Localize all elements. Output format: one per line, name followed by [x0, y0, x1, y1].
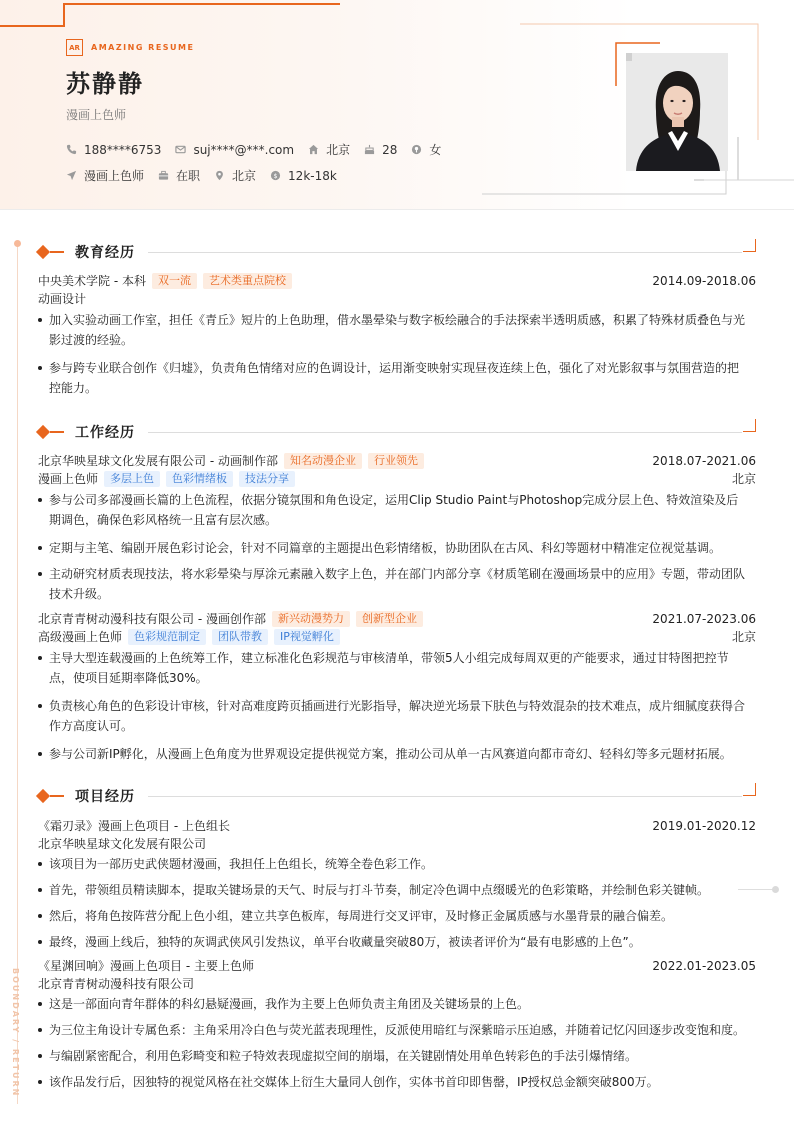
section-dash: [50, 251, 64, 253]
skill-tag: 技法分享: [239, 471, 295, 487]
education-bullet: 加入实验动画工作室，担任《青丘》短片的上色助理，借水墨晕染与数字板绘融合的手法探索半透明质感，积累了特殊材质叠色与光影过渡的经验。: [38, 310, 750, 350]
project-company: 北京青青树动漫科技有限公司: [38, 977, 195, 991]
job-bullet: 主导大型连载漫画的上色统筹工作，建立标准化色彩规范与审核清单，带领5人小组完成每周双更的产能要求，通过甘特图把控节点，使项目延期率降低30%。: [38, 648, 750, 688]
project-name: 《霜刃录》漫画上色项目 - 上色组长: [38, 819, 230, 833]
corner-mark: [743, 239, 756, 252]
side-caption: BOUNDARY / RETURN: [11, 968, 20, 1098]
education-date: 2014.09-2018.06: [652, 274, 756, 288]
section-divider: [148, 796, 742, 797]
project-bullet: 首先，带领组员精读脚本，提取关键场景的天气、时辰与打斗节奏，制定冷色调中点缀暖光的色彩策略，并绘制色彩关键帧。: [38, 880, 750, 900]
info-email: suj****@***.com: [175, 143, 294, 157]
project-title-row: [38, 957, 756, 975]
school-name: 中央美术学院 - 本科: [38, 274, 146, 288]
location-pin-icon: [214, 170, 225, 181]
job-date: 2021.07-2023.06: [652, 612, 756, 626]
logo-text: AMAZING RESUME: [91, 43, 195, 52]
section-work-header: [38, 422, 756, 442]
section-title: 工作经历: [75, 425, 135, 441]
job-bullet: 参与公司多部漫画长篇的上色流程，依据分镜氛围和角色设定，运用Clip Studio Paint与Photoshop完成分层上色、特效渲染及后期调色，确保色彩风格统一且富有层次感。: [38, 490, 750, 530]
info-status: 在职: [158, 167, 200, 184]
project-date: 2019.01-2020.12: [652, 819, 756, 833]
job-city: 北京: [731, 630, 756, 644]
profile-photo: [626, 53, 728, 171]
skill-tag: 多层上色: [104, 471, 160, 487]
company-tag: 行业领先: [368, 453, 424, 469]
job-date: 2018.07-2021.06: [652, 454, 756, 468]
skill-tag: 色彩规范制定: [128, 629, 206, 645]
section-dash: [50, 795, 64, 797]
education-major-row: [38, 290, 756, 308]
project-bullet: 该项目为一部历史武侠题材漫画，我担任上色组长，统筹全卷色彩工作。: [38, 854, 750, 874]
diamond-icon: [36, 789, 50, 803]
job-company-row: [38, 610, 756, 628]
company-name: 北京青青树动漫科技有限公司 - 漫画创作部: [38, 612, 266, 626]
skill-tag: 色彩情绪板: [166, 471, 233, 487]
job-city: 北京: [731, 472, 756, 486]
project-bullet: 最终，漫画上线后，独特的灰调武侠风引发热议，单平台收藏量突破80万，被读者评价为“最有电影感的上色”。: [38, 932, 750, 952]
info-row-contact: [66, 141, 455, 158]
job-position: 高级漫画上色师: [38, 630, 123, 644]
section-title: 项目经历: [75, 789, 135, 805]
job-bullet: 参与公司新IP孵化，从漫画上色角度为世界观设定提供视觉方案，推动公司从单一古风赛道向都市奇幻、轻科幻等多元题材拓展。: [38, 744, 750, 764]
project-name: 《星渊回响》漫画上色项目 - 主要上色师: [38, 959, 254, 973]
info-gender: 女: [411, 141, 441, 158]
project-bullet: 为三位主角设计专属色系：主角采用冷白色与荧光蓝表现理性，反派使用暗红与深紫暗示压迫感，并随着记忆闪回逐步改变饱和度。: [38, 1020, 750, 1040]
project-company-row: [38, 835, 756, 853]
job-position-row: [38, 470, 756, 488]
job-bullet: 主动研究材质表现技法，将水彩晕染与厚涂元素融入数字上色，并在部门内部分享《材质笔刷在漫画场景中的应用》专题，带动团队技术升级。: [38, 564, 750, 604]
candidate-role: 漫画上色师: [66, 108, 127, 122]
briefcase-icon: [158, 170, 169, 181]
info-target-role: 漫画上色师: [66, 167, 144, 184]
education-bullet: 参与跨专业联合创作《归墟》，负责角色情绪对应的色调设计，运用渐变映射实现昼夜连续上色，强化了对光影叙事与氛围营造的把控能力。: [38, 358, 750, 398]
company-tag: 知名动漫企业: [284, 453, 362, 469]
project-company: 北京华映星球文化发展有限公司: [38, 837, 207, 851]
svg-text:$: $: [273, 171, 278, 180]
project-date: 2022.01-2023.05: [652, 959, 756, 973]
cake-icon: [364, 144, 375, 155]
info-city: 北京: [214, 167, 256, 184]
home-icon: [308, 144, 319, 155]
project-bullet: 与编剧紧密配合，利用色彩畸变和粒子特效表现虚拟空间的崩塌，在关键剧情处用单色转彩色的手法引爆情绪。: [38, 1046, 750, 1066]
corner-mark: [743, 419, 756, 432]
project-bullet: 该作品发行后，因独特的视觉风格在社交媒体上衍生大量同人创作，实体书首印即售罄，IP授权总金额突破800万。: [38, 1072, 750, 1092]
diamond-icon: [36, 425, 50, 439]
company-name: 北京华映星球文化发展有限公司 - 动画制作部: [38, 454, 278, 468]
skill-tag: IP视觉孵化: [274, 629, 340, 645]
money-icon: [270, 170, 281, 181]
job-position: 漫画上色师: [38, 472, 99, 486]
project-company-row: [38, 975, 756, 993]
mail-icon: [175, 144, 186, 155]
company-tag: 创新型企业: [356, 611, 423, 627]
info-hometown: 北京: [308, 141, 350, 158]
job-bullet: 负责核心角色的色彩设计审核，针对高难度跨页插画进行光影指导，解决逆光场景下肤色与特效混杂的技术难点，成片细腻度获得合作方高度认可。: [38, 696, 750, 736]
timeline-dot: [14, 240, 21, 247]
section-divider: [148, 432, 742, 433]
brand-logo: [66, 39, 194, 56]
section-divider: [148, 252, 742, 253]
project-bullet: 然后，将角色按阵营分配上色小组，建立共享色板库，每周进行交叉评审，及时修正金属质感与水墨背景的融合偏差。: [38, 906, 750, 926]
phone-icon: [66, 144, 77, 155]
skill-tag: 团队带教: [212, 629, 268, 645]
section-education-header: [38, 242, 756, 262]
info-phone: 188****6753: [66, 143, 161, 157]
company-tag: 新兴动漫势力: [272, 611, 350, 627]
education-entry: [38, 272, 756, 290]
info-row-job: [66, 167, 351, 184]
major: 动画设计: [38, 292, 87, 306]
send-icon: [66, 170, 77, 181]
right-deco-dot: [772, 886, 779, 893]
info-salary: $ 12k-18k: [270, 169, 337, 183]
corner-mark: [743, 783, 756, 796]
gender-icon: [411, 144, 422, 155]
school-tag: 双一流: [152, 273, 197, 289]
diamond-icon: [36, 245, 50, 259]
job-company-row: [38, 452, 756, 470]
job-bullet: 定期与主笔、编剧开展色彩讨论会，针对不同篇章的主题提出色彩情绪板，协助团队在古风、科幻等题材中精准定位视觉基调。: [38, 538, 750, 558]
school-tag: 艺术类重点院校: [203, 273, 292, 289]
project-title-row: [38, 817, 756, 835]
section-projects-header: [38, 786, 756, 806]
section-title: 教育经历: [75, 245, 135, 261]
section-dash: [50, 431, 64, 433]
job-position-row: [38, 628, 756, 646]
info-age: 28: [364, 143, 397, 157]
candidate-name: 苏静静: [66, 70, 144, 98]
logo-mark: AR: [66, 39, 83, 56]
project-bullet: 这是一部面向青年群体的科幻悬疑漫画，我作为主要上色师负责主角团及关键场景的上色。: [38, 994, 750, 1014]
